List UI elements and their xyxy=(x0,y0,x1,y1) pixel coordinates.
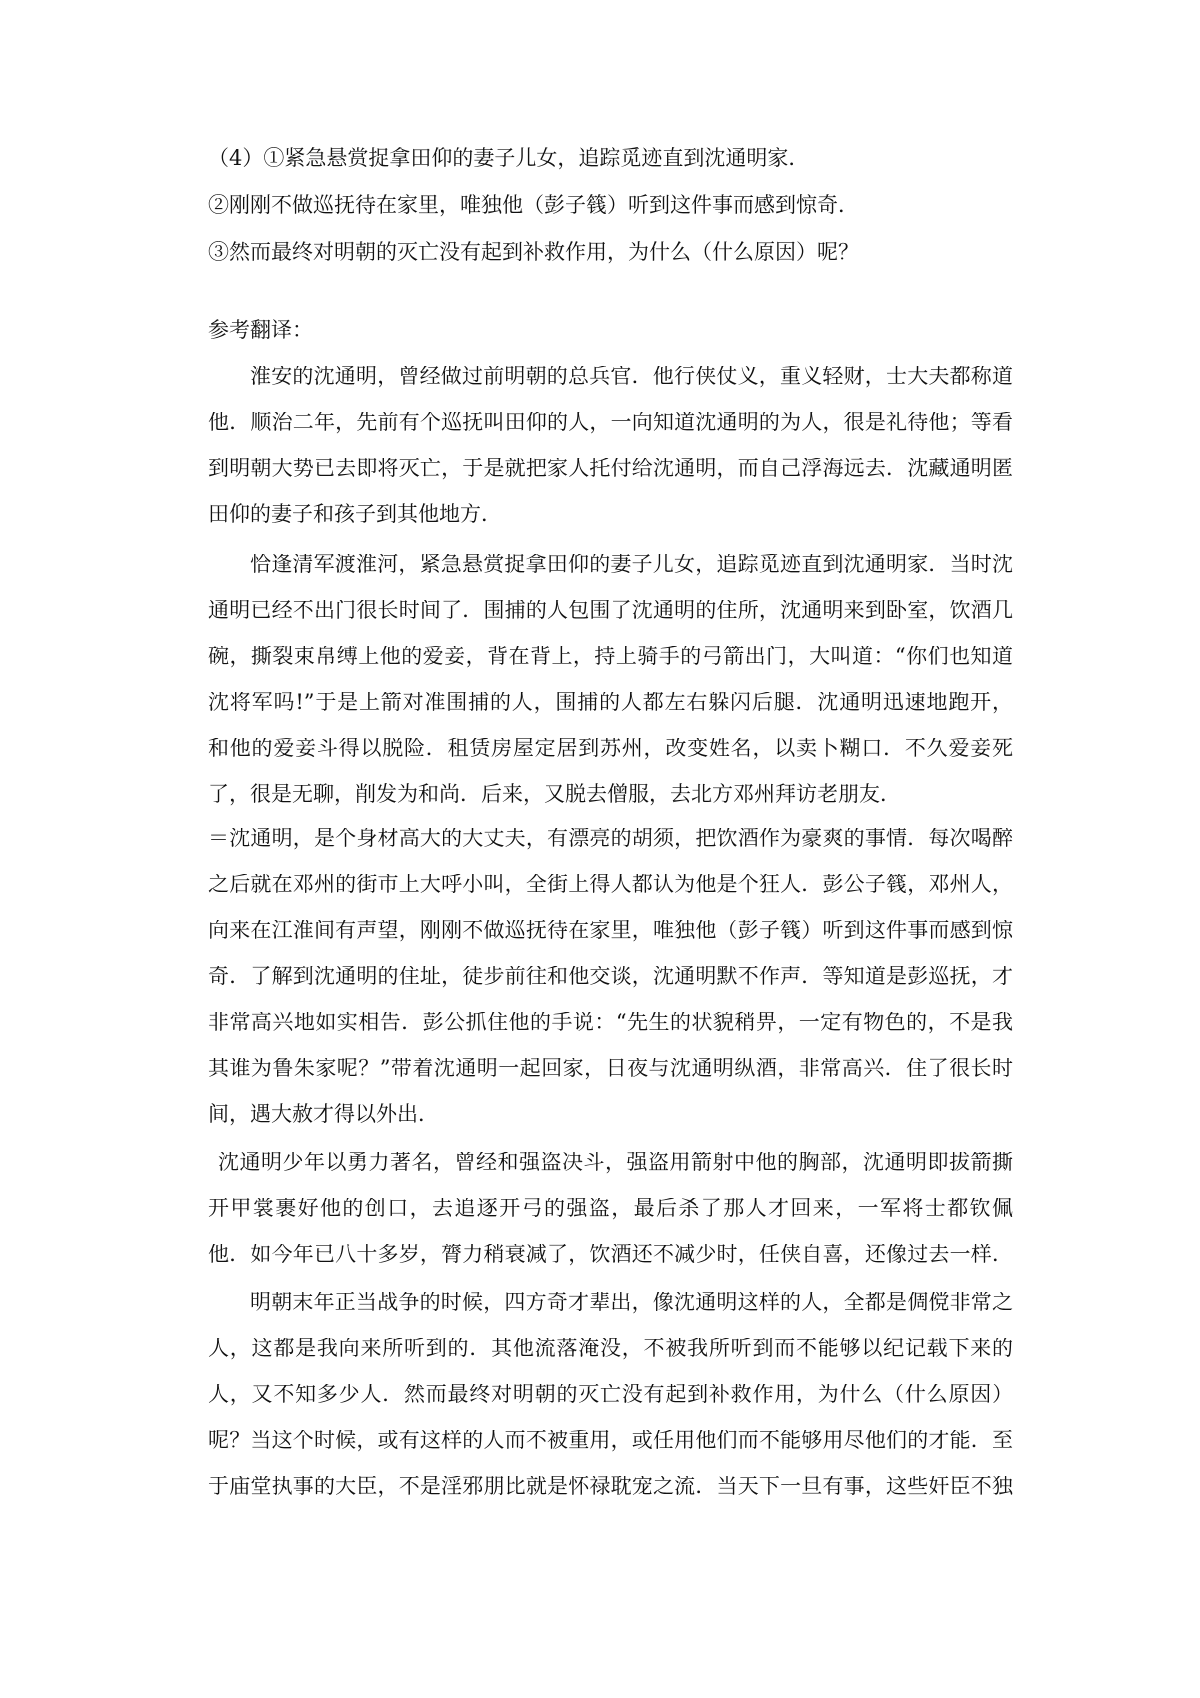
paragraph-4-line-3: 他．如今年已八十多岁，膂力稍衰减了，饮酒还不减少时，任侠自喜，还像过去一样． xyxy=(208,1244,1013,1266)
answer-line-3: ③然而最终对明朝的灭亡没有起到补救作用，为什么（什么原因）呢？ xyxy=(208,240,859,264)
paragraph-3-line-6: 其谁为鲁朱家呢？”带着沈通明一起回家，日夜与沈通明纵酒，非常高兴．住了很长时 xyxy=(208,1058,1013,1080)
paragraph-3-line-1: ＝沈通明，是个身材高大的大丈夫，有漂亮的胡须，把饮酒作为豪爽的事情．每次喝醉 xyxy=(208,828,1013,850)
paragraph-5-line-4: 呢？当这个时候，或有这样的人而不被重用，或任用他们而不能够用尽他们的才能．至 xyxy=(208,1430,1013,1452)
answer-line-2: ②刚刚不做巡抚待在家里，唯独他（彭子篯）听到这件事而感到惊奇． xyxy=(208,193,859,217)
paragraph-4-line-2: 开甲裳裹好他的创口，去追逐开弓的强盗，最后杀了那人才回来，一军将士都钦佩 xyxy=(208,1198,1013,1220)
paragraph-2-line-2: 通明已经不出门很长时间了．围捕的人包围了沈通明的住所，沈通明来到卧室，饮酒几 xyxy=(208,600,1013,622)
paragraph-3-line-7: 间，遇大赦才得以外出． xyxy=(208,1102,439,1126)
paragraph-1-line-2: 他．顺治二年，先前有个巡抚叫田仰的人，一向知道沈通明的为人，很是礼待他；等看 xyxy=(208,412,1013,434)
paragraph-2-line-3: 碗，撕裂束帛缚上他的爱妾，背在背上，持上骑手的弓箭出门，大叫道：“你们也知道 xyxy=(208,646,1013,668)
paragraph-3-line-5: 非常高兴地如实相告．彭公抓住他的手说：“先生的状貌稍畀，一定有物色的，不是我 xyxy=(208,1012,1013,1034)
paragraph-5-line-1: 明朝末年正当战争的时候，四方奇才辈出，像沈通明这样的人，全都是倜傥非常之 xyxy=(250,1292,1013,1314)
paragraph-3-line-2: 之后就在邓州的街市上大呼小叫，全街上得人都认为他是个狂人．彭公子篯，邓州人， xyxy=(208,874,1013,896)
translation-heading: 参考翻译： xyxy=(208,318,313,342)
paragraph-1-line-1: 淮安的沈通明，曾经做过前明朝的总兵官．他行侠仗义，重义轻财，士大夫都称道 xyxy=(250,366,1013,388)
paragraph-2-line-6: 了，很是无聊，削发为和尚．后来，又脱去僧服，去北方邓州拜访老朋友． xyxy=(208,782,901,806)
answer-line-1: （4）①紧急悬赏捉拿田仰的妻子儿女，追踪觅迹直到沈通明家． xyxy=(208,146,810,170)
paragraph-4-line-1: 沈通明少年以勇力著名，曾经和强盗决斗，强盗用箭射中他的胸部，沈通明即拔箭撕 xyxy=(218,1152,1013,1174)
paragraph-2-line-1: 恰逢清军渡淮河，紧急悬赏捉拿田仰的妻子儿女，追踪觅迹直到沈通明家．当时沈 xyxy=(250,554,1013,576)
paragraph-3-line-4: 奇．了解到沈通明的住址，徒步前往和他交谈，沈通明默不作声．等知道是彭巡抚，才 xyxy=(208,966,1013,988)
paragraph-1-line-4: 田仰的妻子和孩子到其他地方． xyxy=(208,502,502,526)
paragraph-5-line-3: 人，又不知多少人．然而最终对明朝的灭亡没有起到补救作用，为什么（什么原因） xyxy=(208,1384,1013,1406)
paragraph-5-line-5: 于庙堂执事的大臣，不是淫邪朋比就是怀禄耽宠之流．当天下一旦有事，这些奸臣不独 xyxy=(208,1476,1013,1498)
paragraph-5-line-2: 人，这都是我向来所听到的．其他流落淹没，不被我所听到而不能够以纪记载下来的 xyxy=(208,1338,1013,1360)
paragraph-2-line-4: 沈将军吗!”于是上箭对准围捕的人，围捕的人都左右躲闪后腿．沈通明迅速地跑开， xyxy=(208,692,1013,714)
paragraph-2-line-5: 和他的爱妾斗得以脱险．租赁房屋定居到苏州，改变姓名，以卖卜糊口．不久爱妾死 xyxy=(208,738,1013,760)
paragraph-3-line-3: 向来在江淮间有声望，刚刚不做巡抚待在家里，唯独他（彭子篯）听到这件事而感到惊 xyxy=(208,920,1013,942)
paragraph-1-line-3: 到明朝大势已去即将灭亡，于是就把家人托付给沈通明，而自己浮海远去．沈藏通明匿 xyxy=(208,458,1013,480)
